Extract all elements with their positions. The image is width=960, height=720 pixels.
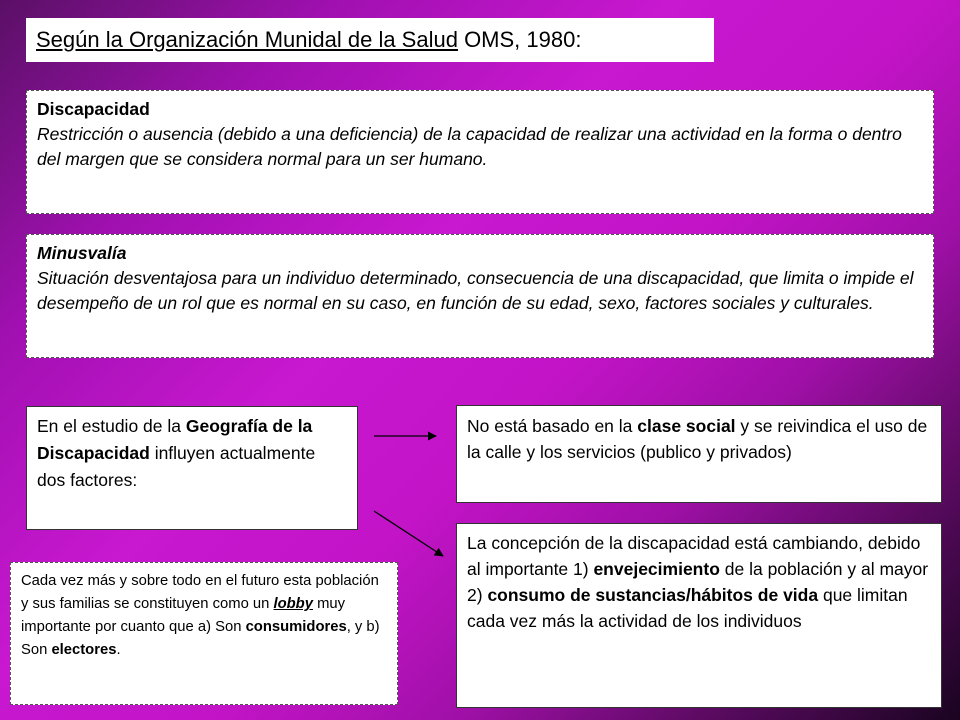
title-rest: OMS, 1980:	[457, 27, 582, 52]
factor2-text-2: de la población y al mayor 2)	[467, 559, 929, 605]
study-post: influyen actualmente dos factores:	[37, 443, 316, 490]
factor1-text-2: y se reivindica el uso de la calle y los servicios (publico y privados)	[467, 416, 928, 462]
lobby-bold-consumidores: consumidores	[245, 619, 347, 635]
lobby-term: lobby	[273, 596, 313, 612]
definition-text: Restricción o ausencia (debido a una deficiencia) de la capacidad de realizar una actividad en la forma o dentro del margen que se considera normal para un ser humano.	[37, 124, 902, 169]
factor1-bold-1: clase social	[637, 416, 736, 436]
factor2-bold-1: envejecimiento	[593, 559, 720, 579]
study-pre: En el estudio de la	[37, 416, 186, 436]
lobby-text-4: .	[116, 642, 121, 658]
definition-term: Discapacidad	[37, 99, 150, 119]
definition-text: Situación desventajosa para un individuo determinado, consecuencia de una discapacidad, que limita o impide el desempeño de un rol que es normal en su caso, en función de su edad, sexo, factores sociales y culturales.	[37, 268, 914, 313]
lobby-text-2: muy importante por cuanto que a) Son	[21, 596, 346, 635]
arrow-to-factor-2	[374, 511, 443, 556]
study-bold: Geografía de la Discapacidad	[37, 416, 313, 463]
factor1-text-1: No está basado en la	[467, 416, 638, 436]
factor2-bold-2: consumo de sustancias/hábitos de vida	[487, 585, 819, 605]
factor2-text-3: que limitan cada vez más la actividad de los individuos	[467, 585, 908, 631]
lobby-text-3: , y b) Son	[21, 619, 380, 658]
definition-term: Minusvalía	[37, 243, 127, 263]
factor2-text-1: La concepción de la discapacidad está cambiando, debido al importante 1)	[467, 533, 921, 579]
lobby-text-1: Cada vez más y sobre todo en el futuro esta población y sus familias se constituyen como un	[21, 573, 379, 612]
title-underlined: Según la Organización Munidal de la Salud	[36, 27, 458, 52]
lobby-bold-electores: electores	[51, 642, 117, 658]
